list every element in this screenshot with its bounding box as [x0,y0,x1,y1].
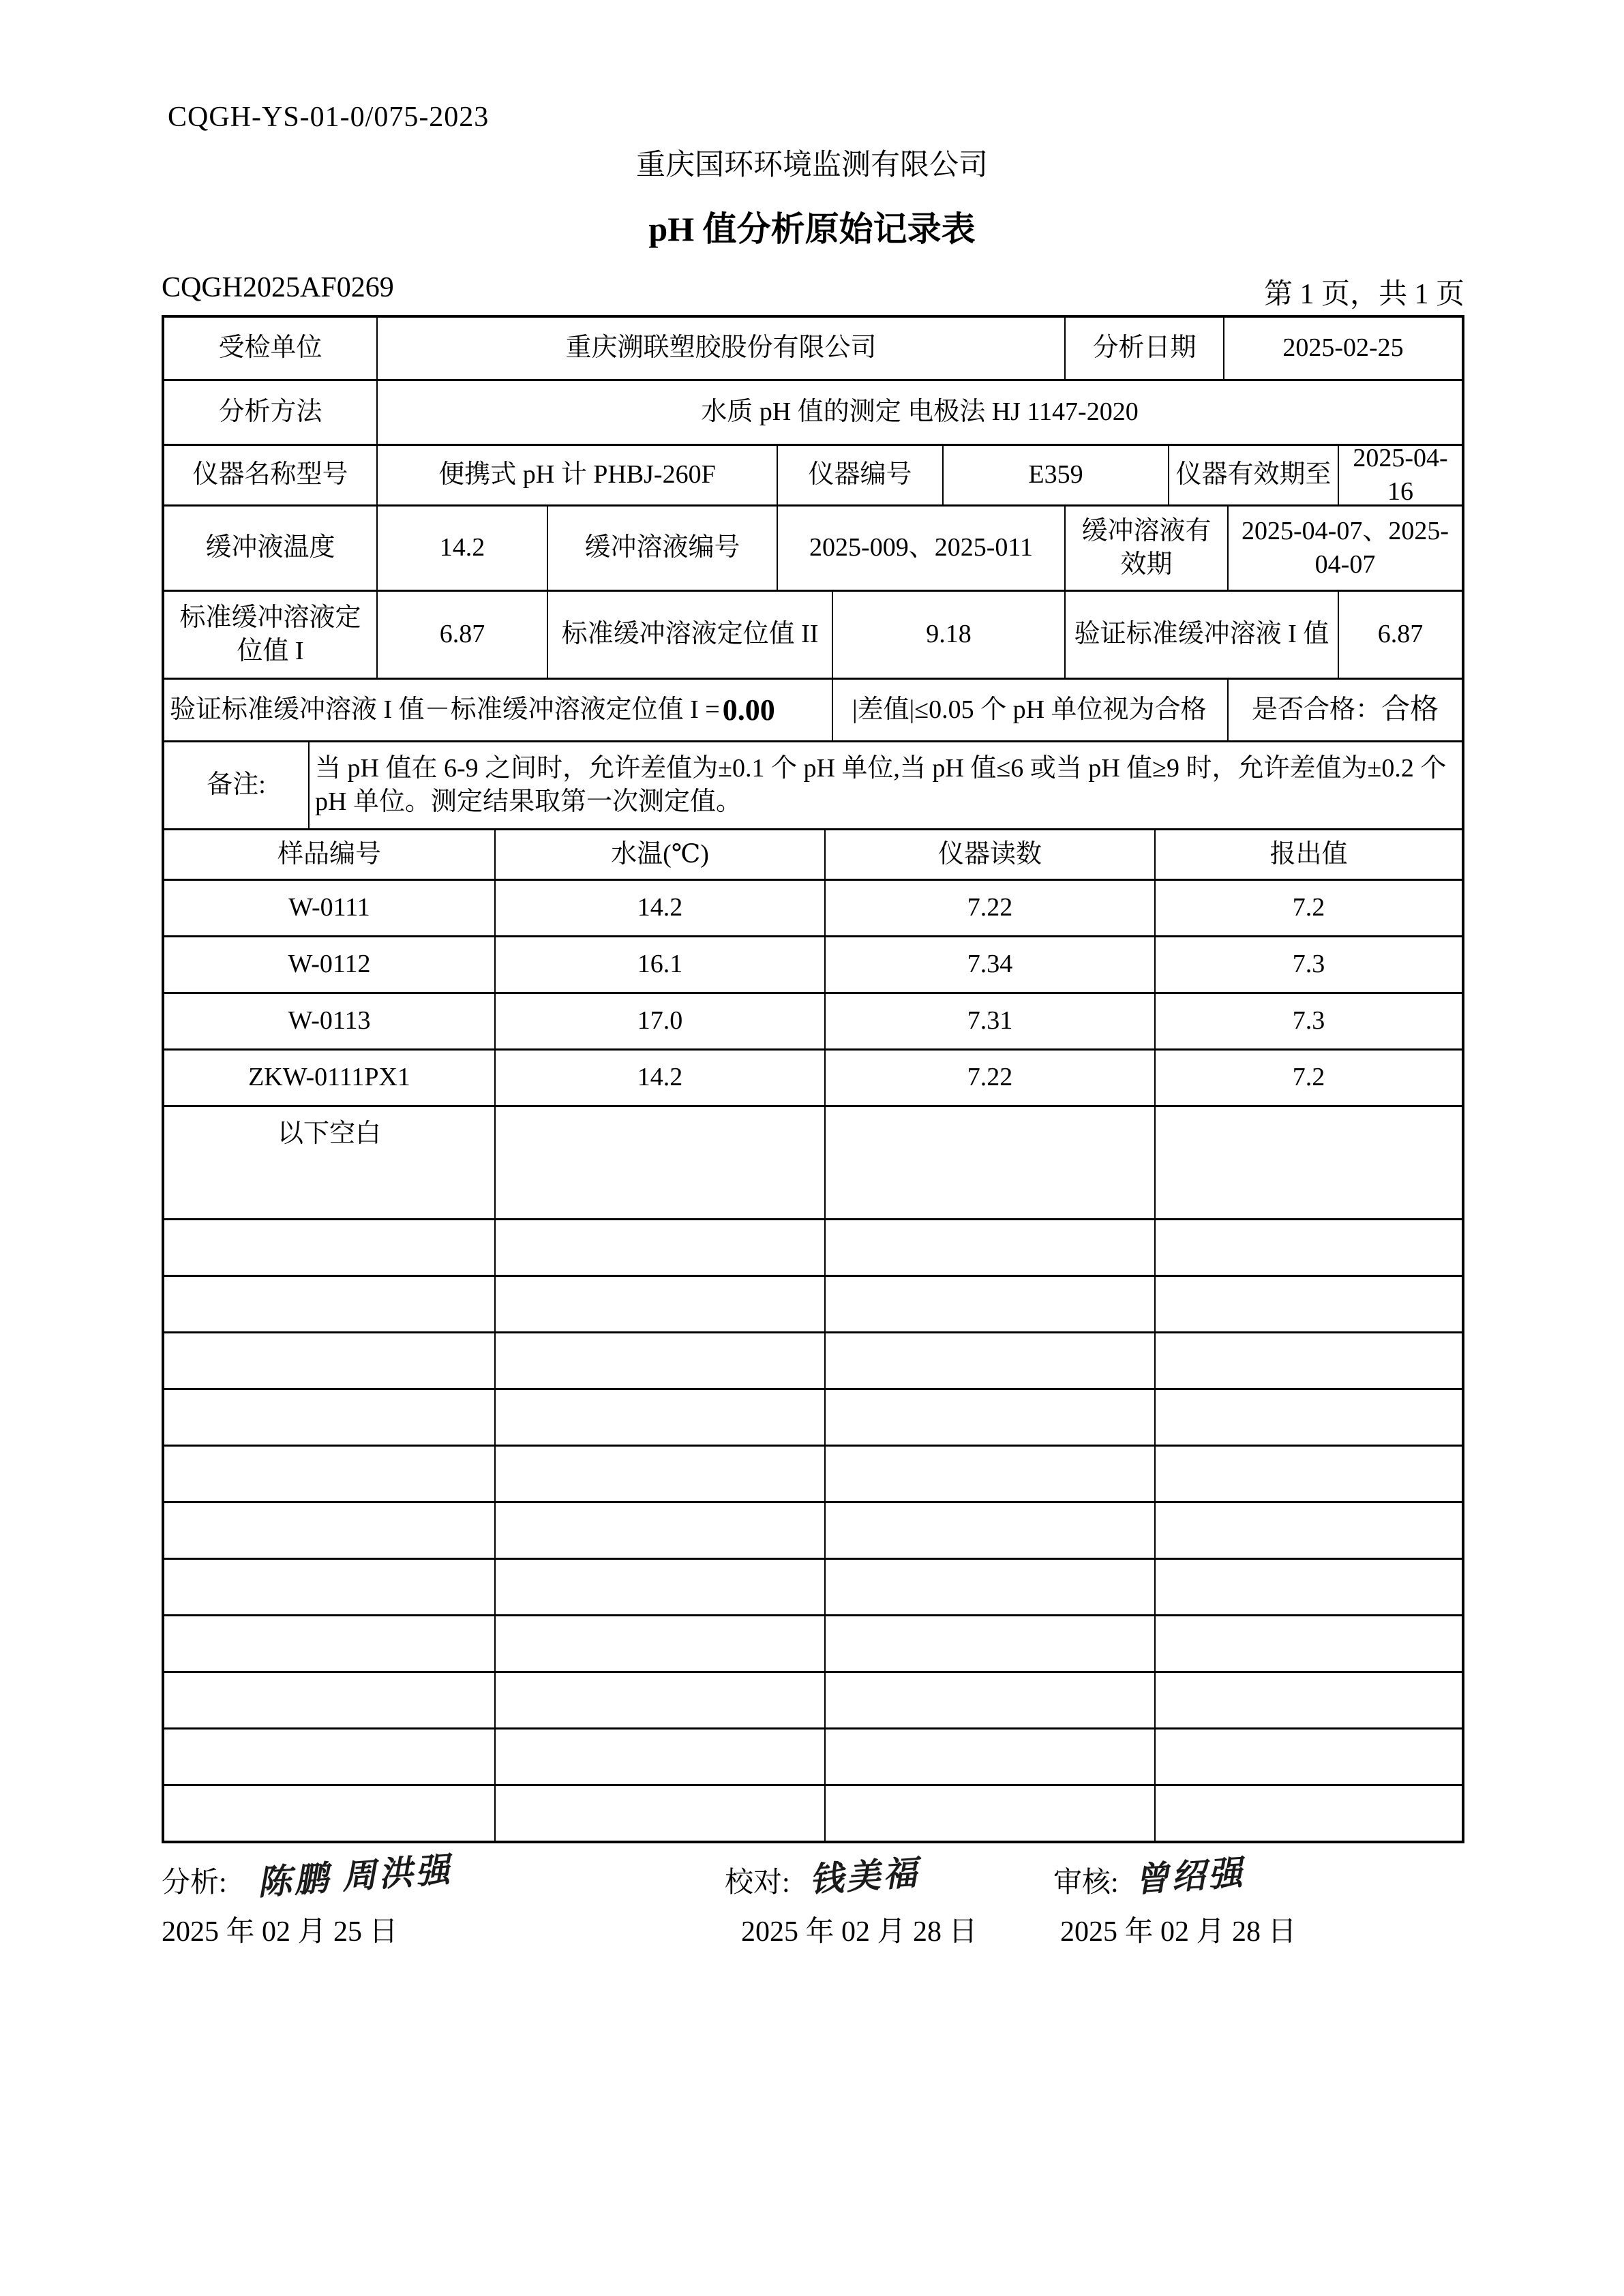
cell-empty [824,1616,1154,1671]
cell-sample-id: W-0113 [288,1006,371,1036]
checker-date: 2025 年 02 月 28 日 [741,1916,978,1948]
results-header-row [164,828,1462,879]
info-row-method [164,379,1462,444]
cell-water-temp: 14.2 [494,1051,824,1105]
col-header-reported: 报出值 [1154,830,1462,879]
table-row-empty [164,1671,1462,1727]
meta-line [162,271,1464,312]
cell-sample-id: W-0112 [288,950,371,979]
cell-empty [164,1503,494,1558]
cell-empty [824,1503,1154,1558]
remark-text: 当 pH 值在 6-9 之间时，允许差值为±0.1 个 pH 单位,当 pH 值≤6 或当 pH 值≥9 时，允许差值为±0.2 个 pH 单位。测定结果取第一次测定值。 [308,742,1462,828]
col-header-water-temp: 水温(℃) [494,830,824,879]
cell-empty [164,1616,494,1671]
cell-water-temp: 17.0 [494,994,824,1048]
col-header-sample-id: 样品编号 [277,839,381,868]
cell-reported: 7.3 [1154,937,1462,992]
cell-empty [164,1390,494,1445]
company-name: 重庆国环环境监测有限公司 [636,149,988,181]
cell-reported: 7.3 [1154,994,1462,1048]
value-instrument-valid: 2025-04-16 [1338,446,1462,504]
table-row-empty [164,1388,1462,1445]
value-instrument-no: E359 [942,446,1168,504]
info-row-standard [164,590,1462,678]
table-row-empty [164,1331,1462,1388]
cell-empty [494,1447,824,1501]
cell-empty [164,1162,494,1218]
reviewer-label: 审核: [1053,1867,1119,1899]
cell-empty [1154,1786,1462,1841]
cell-empty [164,1560,494,1614]
label-remark: 备注: [207,770,266,800]
value-buffer-temp: 14.2 [376,507,547,590]
cell-empty [1154,1390,1462,1445]
qualified-value: 合格 [1381,694,1439,726]
qualified-label: 是否合格： [1251,695,1381,724]
value-std2: 9.18 [832,592,1064,678]
value-buffer-no: 2025-009、2025-011 [777,507,1064,590]
cell-empty [164,1220,494,1275]
reviewer-signature: 曾绍强 [1134,1852,1252,1900]
table-row-empty [164,1614,1462,1671]
cell-empty [1154,1673,1462,1727]
record-table [162,315,1464,1843]
page-title: pH 值分析原始记录表 [648,210,976,248]
value-instrument: 便携式 pH 计 PHBJ-260F [376,446,777,504]
analyst-signature: 陈鹏 周洪强 [256,1849,459,1903]
cell-empty [494,1390,824,1445]
cell-reading [824,1107,1154,1162]
label-inspected-unit: 受检单位 [218,333,322,363]
cell-empty [1154,1333,1462,1388]
table-row-empty [164,1162,1462,1218]
document-code: CQGH-YS-01-0/075-2023 [168,102,490,133]
value-std1: 6.87 [376,592,547,678]
value-analysis-date: 2025-02-25 [1223,318,1462,379]
label-std1: 标准缓冲溶液定位值 I [179,603,361,665]
value-method: 水质 pH 值的测定 电极法 HJ 1147-2020 [376,381,1462,444]
table-row [164,935,1462,992]
cell-empty [164,1786,494,1841]
table-row-empty [164,1501,1462,1558]
cell-empty [494,1220,824,1275]
cell-empty [494,1560,824,1614]
verification-formula [164,680,832,740]
cell-water-temp: 14.2 [494,881,824,935]
label-instrument: 仪器名称型号 [192,460,348,489]
cell-empty [1154,1616,1462,1671]
cell-empty [164,1447,494,1501]
info-row-buffer [164,504,1462,590]
table-row [164,1048,1462,1105]
cell-empty [164,1673,494,1727]
cell-reading: 7.34 [824,937,1154,992]
results-empty-rows [164,1162,1462,1841]
formula-value: 0.00 [722,693,775,727]
cell-empty [824,1390,1154,1445]
value-verify: 6.87 [1338,592,1462,678]
table-row-blank-marker [164,1105,1462,1162]
cell-empty [164,1333,494,1388]
cell-sample-id: W-0111 [288,893,370,922]
info-row-inspected-unit [164,318,1462,379]
analyst-label: 分析: [162,1867,227,1899]
label-buffer-temp: 缓冲液温度 [205,533,335,562]
label-instrument-valid: 仪器有效期至 [1168,446,1338,504]
cell-empty [824,1786,1154,1841]
value-inspected-unit: 重庆溯联塑胶股份有限公司 [376,318,1064,379]
cell-sample-id: 以下空白 [277,1119,381,1149]
cell-empty [1154,1277,1462,1331]
formula-text: 验证标准缓冲溶液 I 值－标准缓冲溶液定位值 I = [170,695,720,724]
cell-empty [494,1729,824,1784]
label-buffer-no: 缓冲溶液编号 [547,507,777,590]
value-buffer-valid: 2025-04-07、2025-04-07 [1227,507,1462,590]
cell-water-temp [494,1107,824,1162]
qualified-cell [1227,680,1462,740]
table-row-empty [164,1558,1462,1614]
info-row-verification [164,678,1462,740]
cell-reading: 7.22 [824,881,1154,935]
checker-label: 校对: [725,1867,790,1899]
cell-empty [1154,1503,1462,1558]
verification-criteria: |差值|≤0.05 个 pH 单位视为合格 [832,680,1227,740]
cell-empty [824,1447,1154,1501]
cell-empty [824,1162,1154,1218]
cell-empty [824,1220,1154,1275]
reviewer-date: 2025 年 02 月 28 日 [1060,1916,1297,1948]
cell-empty [164,1277,494,1331]
page-indicator: 第 1 页，共 1 页 [1263,279,1464,310]
col-header-reading: 仪器读数 [824,830,1154,879]
cell-empty [1154,1729,1462,1784]
table-row-empty [164,1445,1462,1501]
cell-empty [494,1162,824,1218]
label-method: 分析方法 [218,397,322,427]
record-number: CQGH2025AF0269 [162,272,394,303]
cell-empty [1154,1220,1462,1275]
label-std2: 标准缓冲溶液定位值 II [547,592,832,678]
info-row-instrument [164,444,1462,504]
cell-empty [494,1616,824,1671]
cell-empty [824,1673,1154,1727]
table-row-empty [164,1727,1462,1784]
table-row-empty [164,1275,1462,1331]
label-buffer-valid: 缓冲溶液有效期 [1064,507,1227,590]
cell-empty [494,1673,824,1727]
cell-empty [1154,1447,1462,1501]
cell-empty [494,1277,824,1331]
checker-signature: 钱美福 [809,1852,927,1900]
table-row [164,879,1462,935]
cell-empty [824,1333,1154,1388]
cell-empty [494,1333,824,1388]
cell-empty [1154,1560,1462,1614]
cell-empty [824,1729,1154,1784]
cell-empty [824,1277,1154,1331]
table-row-empty [164,1218,1462,1275]
label-instrument-no: 仪器编号 [777,446,942,504]
cell-reported: 7.2 [1154,881,1462,935]
cell-reading: 7.31 [824,994,1154,1048]
table-row [164,992,1462,1048]
label-verify: 验证标准缓冲溶液 I 值 [1064,592,1338,678]
table-row-empty [164,1784,1462,1841]
label-analysis-date: 分析日期 [1064,318,1223,379]
analyst-date: 2025 年 02 月 25 日 [162,1916,398,1948]
cell-sample-id: ZKW-0111PX1 [248,1063,410,1092]
cell-reported [1154,1107,1462,1162]
cell-empty [164,1729,494,1784]
cell-reading: 7.22 [824,1051,1154,1105]
cell-reported: 7.2 [1154,1051,1462,1105]
cell-empty [824,1560,1154,1614]
info-row-remark [164,740,1462,828]
cell-empty [1154,1162,1462,1218]
cell-empty [494,1786,824,1841]
cell-empty [494,1503,824,1558]
cell-water-temp: 16.1 [494,937,824,992]
